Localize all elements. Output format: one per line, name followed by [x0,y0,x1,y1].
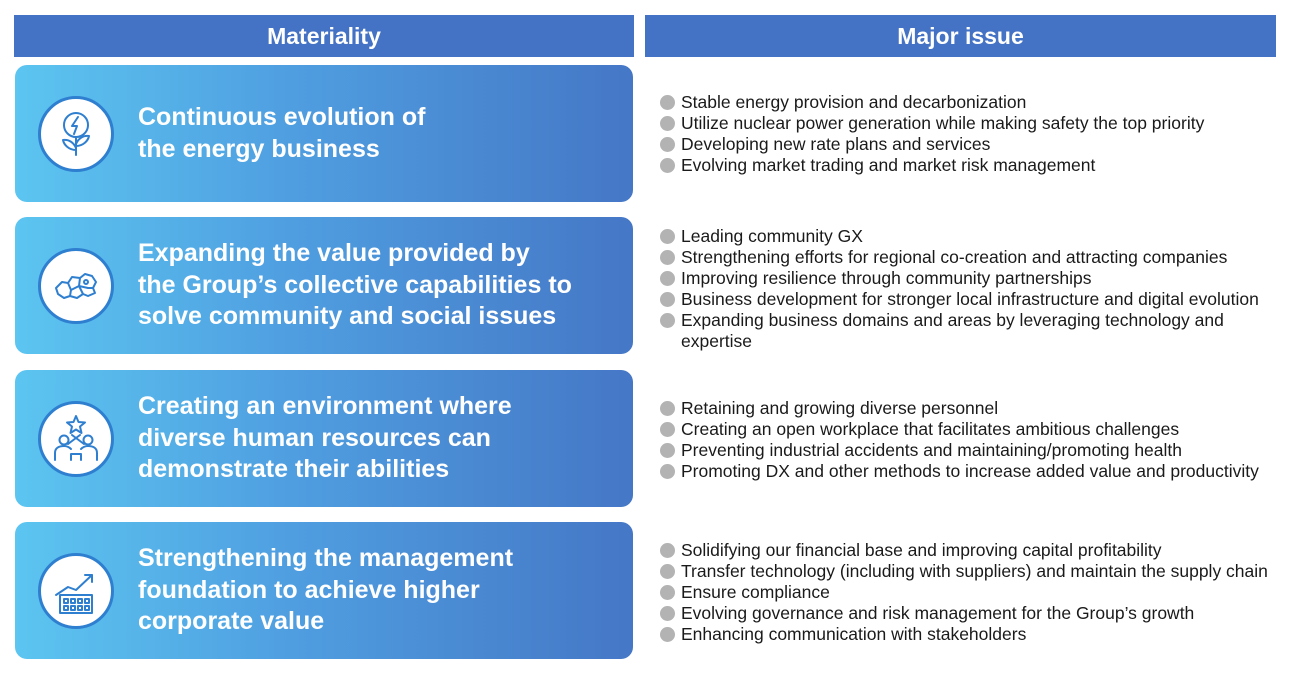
materiality-card-energy [15,65,633,202]
growth-building-icon [38,553,114,629]
bullet-dot [660,116,675,131]
bullet-dot [660,250,675,265]
issue-text: Leading community GX [681,226,863,246]
materiality-header: Materiality [14,15,634,57]
issue-text: Expanding business domains and areas by leveraging technology and expertise [681,310,1224,351]
bullet-dot [660,158,675,173]
major-issue-header: Major issue [645,15,1276,57]
materiality-card-community [15,217,633,354]
issue-list-energy [660,92,1290,176]
list-item [660,92,1290,113]
issue-list-community [660,226,1290,352]
issue-text: Evolving market trading and market risk management [681,155,1096,175]
materiality-title: Expanding the value provided by the Group’s collective capabilities to solve community and social issues [138,239,572,331]
materiality-title: Strengthening the management foundation to achieve higher corporate value [138,544,514,636]
issue-text: Improving resilience through community partnerships [681,268,1092,288]
list-item [660,440,1290,461]
list-item [660,247,1290,268]
bullet-dot [660,229,675,244]
bullet-dot [660,313,675,328]
energy-sprout-icon [38,96,114,172]
issue-text: Promoting DX and other methods to increase added value and productivity [681,461,1259,481]
list-item [660,310,1281,352]
issue-text: Enhancing communication with stakeholders [681,624,1027,644]
issue-text: Evolving governance and risk management for the Group’s growth [681,603,1195,623]
issue-text: Developing new rate plans and services [681,134,991,154]
issue-text: Ensure compliance [681,582,830,602]
issue-text: Business development for stronger local infrastructure and digital evolution [681,289,1259,309]
list-item [660,582,1290,603]
people-star-icon [38,401,114,477]
bullet-dot [660,564,675,579]
list-item [660,419,1290,440]
bullet-dot [660,627,675,642]
issue-text: Preventing industrial accidents and maintaining/promoting health [681,440,1182,460]
bullet-dot [660,137,675,152]
list-item [660,603,1290,624]
list-item [660,561,1290,582]
list-item [660,398,1290,419]
bullet-dot [660,606,675,621]
list-item [660,155,1290,176]
list-item [660,461,1290,482]
list-item [660,268,1290,289]
issue-text: Strengthening efforts for regional co-creation and attracting companies [681,247,1228,267]
bullet-dot [660,464,675,479]
issue-list-human-resources [660,398,1290,482]
list-item [660,134,1290,155]
list-item [660,540,1290,561]
issue-text: Utilize nuclear power generation while making safety the top priority [681,113,1205,133]
materiality-card-human-resources [15,370,633,507]
issue-text: Stable energy provision and decarbonization [681,92,1027,112]
materiality-card-management [15,522,633,659]
materiality-title: Creating an environment where diverse human resources can demonstrate their abilities [138,392,512,484]
bullet-dot [660,443,675,458]
issue-text: Transfer technology (including with suppliers) and maintain the supply chain [681,561,1268,581]
list-item [660,226,1290,247]
bullet-dot [660,422,675,437]
issue-text: Retaining and growing diverse personnel [681,398,999,418]
regional-map-icon [38,248,114,324]
issue-text: Creating an open workplace that facilitates ambitious challenges [681,419,1180,439]
bullet-dot [660,292,675,307]
bullet-dot [660,401,675,416]
bullet-dot [660,585,675,600]
list-item [660,289,1290,310]
bullet-dot [660,543,675,558]
list-item [660,624,1290,645]
list-item [660,113,1290,134]
bullet-dot [660,271,675,286]
issue-text: Solidifying our financial base and improving capital profitability [681,540,1162,560]
materiality-title: Continuous evolution of the energy business [138,103,426,163]
bullet-dot [660,95,675,110]
issue-list-management [660,540,1290,645]
